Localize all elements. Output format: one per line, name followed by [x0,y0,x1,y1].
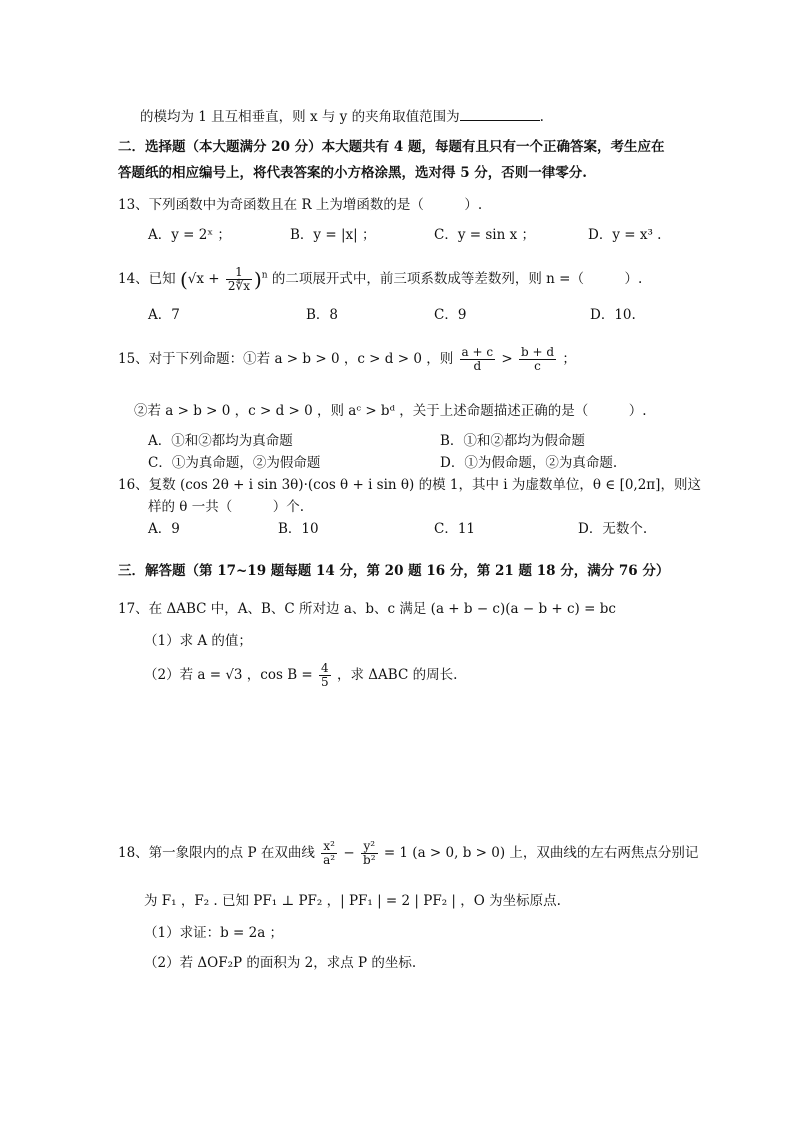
q18-fraction-1 [321,840,337,867]
q13-option-c: C．y = sin x ； [434,227,535,243]
q15-frac2-num: b + d [520,345,555,359]
q14-option-d: D．10. [590,307,636,323]
q14-fraction [226,266,252,293]
q15-stem2: ②若 a > b > 0 ，c > d > 0 ，则 aᶜ > bᵈ ，关于上述命题描述正确的是（ ）. [134,403,647,419]
q17-stem: 17、在 ΔABC 中，A、B、C 所对边 a、b、c 满足 (a + b − c)(a − b + c) = bc [118,601,616,617]
intro-line [140,108,544,126]
section2-title-line2: 答题纸的相应编号上，将代表答案的小方格涂黑，选对得 5 分，否则一律零分. [118,165,587,181]
q14-stem [118,266,642,293]
section2-title-line1: 二．选择题（本大题满分 20 分）本大题共有 4 题，每题有且只有一个正确答案，考生应在 [118,139,665,155]
q15-frac2-den: c [534,359,541,373]
q17-frac-num: 4 [321,661,329,675]
q14-frac-num: 1 [226,266,252,280]
q14-option-b: B．8 [306,307,339,323]
q15-frac1-num: a + c [461,345,494,359]
q15-option-a: A．①和②都均为真命题 [148,433,293,449]
q18-frac2-num: y² [361,840,378,854]
section3-title: 三．解答题（第 17~19 题每题 14 分，第 20 题 16 分，第 21 题 18 分，满分 76 分） [118,563,670,579]
q17-part1: （1）求 A 的值； [144,633,252,649]
q15-fraction-2 [519,346,556,373]
q15-option-b: B．①和②都均为假命题 [440,433,585,449]
intro-end: . [539,109,544,125]
answer-blank [460,108,540,121]
q15-stem-end: ； [562,351,576,367]
q15-stem [118,346,576,373]
intro-text: 的模均为 1 且互相垂直，则 x 与 y 的夹角取值范围为 [140,109,460,125]
q18-stem-post: = 1 (a > 0, b > 0) 上，双曲线的左右两焦点分别记 [383,845,699,861]
q14-stem-pre: 14、已知 [118,271,176,287]
q14-exponent: n [261,270,268,281]
q18-part2: （2）若 ΔOF₂P 的面积为 2，求点 P 的坐标. [144,955,417,971]
q15-fraction-1 [460,346,496,373]
q16-option-b: B．10 [278,521,319,537]
q17-part2-pre: （2）若 a = √3 ，cos B = [144,667,313,683]
q13-option-b: B．y = |x| ； [290,227,376,243]
q18-frac1-num: x² [321,840,337,854]
q17-part2-post: ，求 ΔABC 的周长. [336,667,458,683]
q16-stem2: 样的 θ 一共（ ）个. [148,499,305,515]
q18-part1: （1）求证：b = 2a ； [144,925,284,941]
q15-stem-pre: 15、对于下列命题：①若 a > b > 0 ，c > d > 0 ，则 [118,351,454,367]
q16-stem1: 16、复数 (cos 2θ + i sin 3θ)·(cos θ + i sin θ) 的模 1，其中 i 为虚数单位，θ ∈ [0,2π]，则这 [118,477,701,493]
q18-stem [118,840,698,867]
q18-line2: 为 F₁ ，F₂ . 已知 PF₁ ⊥ PF₂ ，| PF₁ | = 2 | PF₂ | ，O 为坐标原点. [144,893,561,909]
q14-left-paren: ( [179,267,188,292]
q14-sqrt-x: √x + [187,271,220,287]
q14-right-paren: ) [253,267,262,292]
q14-option-c: C．9 [434,307,467,323]
q17-fraction [319,662,331,689]
q13-stem: 13、下列函数中为奇函数且在 R 上为增函数的是（ ）. [118,197,483,213]
q17-part2 [144,662,457,689]
q15-option-c: C．①为真命题，②为假命题 [148,455,321,471]
q13-option-d: D．y = x³ . [588,227,662,243]
q16-option-c: C．11 [434,521,476,537]
q15-option-d: D．①为假命题，②为真命题. [440,455,618,471]
q18-frac1-den: a² [323,853,336,867]
q14-stem-post: 的二项展开式中，前三项系数成等差数列，则 n =（ ）. [271,271,643,287]
q14-frac-den: 2∜x [227,279,250,293]
q18-minus: − [343,845,355,861]
q16-option-d: D．无数个. [578,521,648,537]
q18-frac2-den: b² [363,853,376,867]
q18-fraction-2 [361,840,378,867]
q14-option-a: A．7 [148,307,180,323]
q16-option-a: A．9 [148,521,180,537]
q15-frac1-den: d [473,359,482,373]
q15-gt: > [501,351,513,367]
q17-frac-den: 5 [321,675,329,689]
q18-stem-pre: 18、第一象限内的点 P 在双曲线 [118,845,315,861]
q13-option-a: A．y = 2ˣ ； [148,227,231,243]
